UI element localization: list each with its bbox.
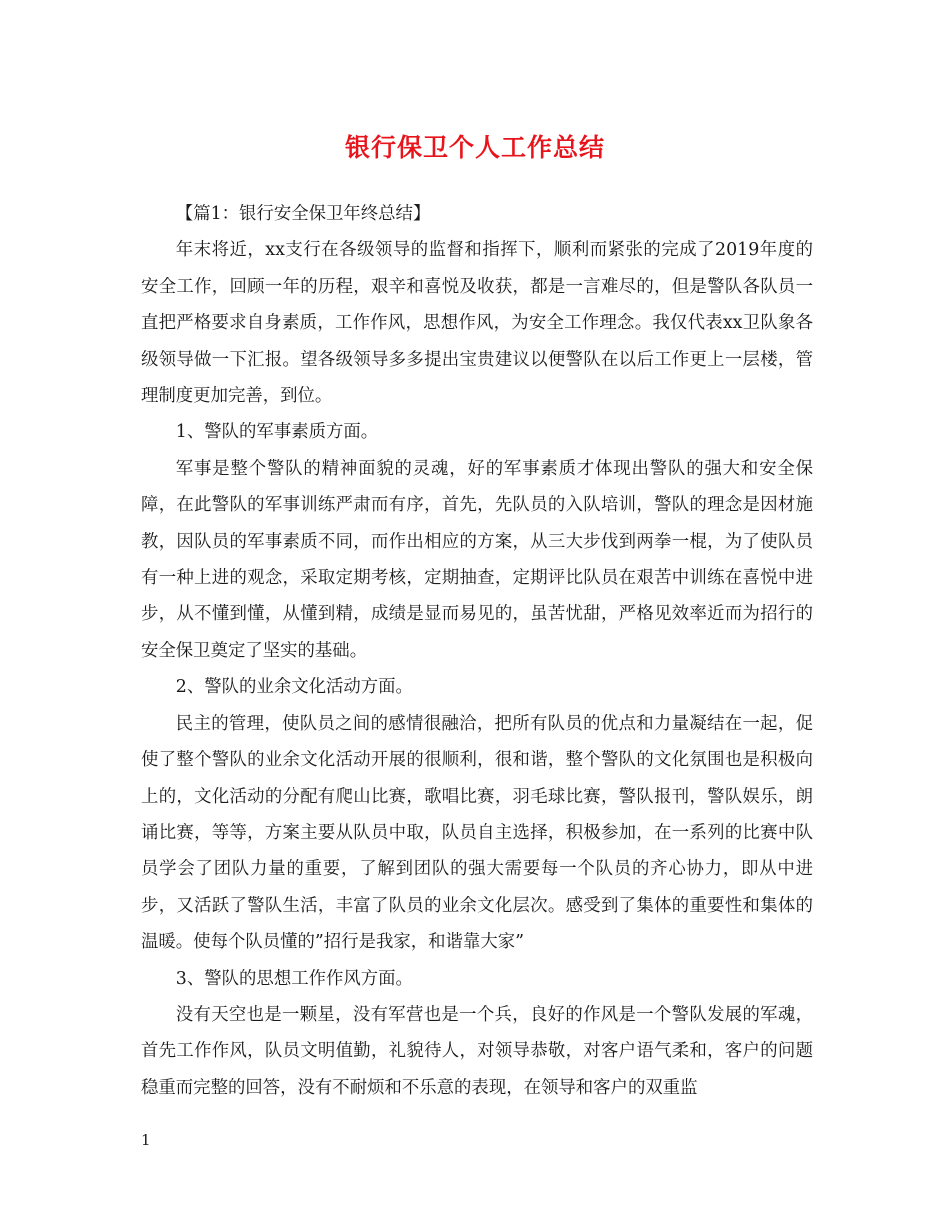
document-title: 银行保卫个人工作总结 [344, 133, 605, 162]
document-body [141, 196, 813, 1106]
paragraph: 年末将近，xx支行在各级领导的监督和指挥下，顺利而紧张的完成了2019年度的安全工作，回顾一年的历程，艰辛和喜悦及收获，都是一言难尽的，但是警队各队员一直把严格要求自身素质，工作作风，思想作风，为安全工作理念。我仅代表xx卫队象各级领导做一下汇报。望各级领导多多提出宝贵建议以便警队在以后工作更上一层楼，管理制度更加完善，到位。 [141, 240, 813, 407]
subheading: 3、警队的思想工作作风方面。 [175, 968, 413, 989]
paragraph: 军事是整个警队的精神面貌的灵魂，好的军事素质才体现出警队的强大和安全保障，在此警队的军事训练严肃而有序，首先，先队员的入队培训，警队的理念是因材施教，因队员的军事素质不同，而作出相应的方案，从三大步伐到两拳一棍，为了使队员有一种上进的观念，采取定期考核，定期抽查，定期评比队员在艰苦中训练在喜悦中进步，从不懂到懂，从懂到精，成绩是显而易见的，虽苦忧甜，严格见效率近而为招行的安全保卫奠定了坚实的基础。 [141, 458, 813, 661]
subheading: 2、警队的业余文化活动方面。 [175, 677, 413, 698]
paragraph: 没有天空也是一颗星，没有军营也是一个兵，良好的作风是一个警队发展的军魂，首先工作作风，队员文明值勤，礼貌待人，对领导恭敬，对客户语气柔和，客户的问题稳重而完整的回答，没有不耐烦和不乐意的表现，在领导和客户的双重监 [141, 1004, 813, 1098]
subheading: 1、警队的军事素质方面。 [175, 422, 379, 443]
paragraph: 民主的管理，使队员之间的感情很融洽，把所有队员的优点和力量凝结在一起，促使了整个警队的业余文化活动开展的很顺利，很和谐，整个警队的文化氛围也是积极向上的，文化活动的分配有爬山比赛，歌唱比赛，羽毛球比赛，警队报刊，警队娱乐，朗诵比赛，等等，方案主要从队员中取，队员自主选择，积极参加，在一系列的比赛中队员学会了团队力量的重要，了解到团队的强大需要每一个队员的齐心协力，即从中进步，又活跃了警队生活，丰富了队员的业余文化层次。感受到了集体的重要性和集体的温暖。使每个队员懂的”招行是我家，和谐靠大家” [141, 713, 813, 953]
section-heading: 【篇1：银行安全保卫年终总结】 [175, 204, 431, 224]
page-number: 1 [141, 1131, 151, 1149]
